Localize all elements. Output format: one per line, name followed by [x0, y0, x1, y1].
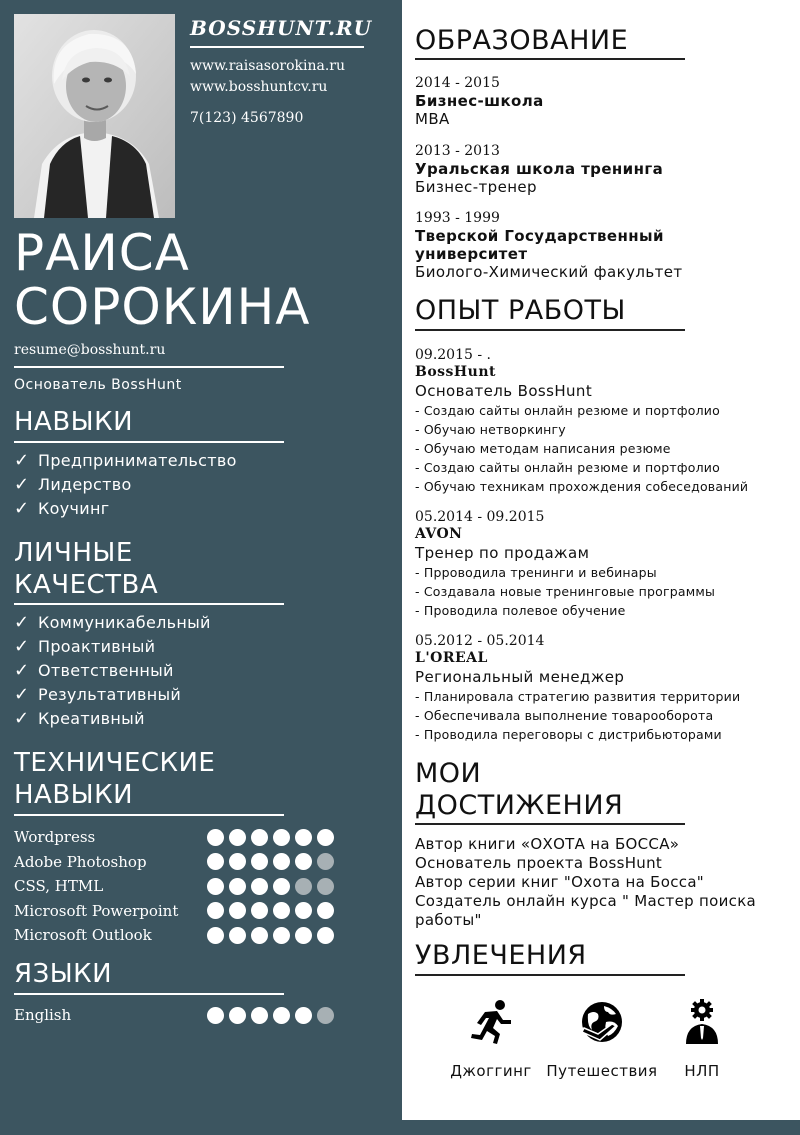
rating-dot-filled: [229, 829, 246, 846]
personal-qualities-list: [14, 611, 211, 731]
rating-dot-filled: [207, 927, 224, 944]
list-item: Автор серии книг "Охота на Босса": [415, 873, 705, 891]
job-position: Тренер по продажам: [415, 544, 590, 562]
website-link[interactable]: www.bosshuntcv.ru: [190, 79, 328, 95]
job-company: L'OREAL: [415, 650, 488, 666]
rating-dot-filled: [229, 927, 246, 944]
section-heading-tech: ТЕХНИЧЕСКИЕ НАВЫКИ: [14, 748, 216, 810]
rating-dot-filled: [317, 902, 334, 919]
first-name: РАИСА: [14, 224, 190, 282]
rating-dots: [207, 902, 334, 919]
brain-gear-icon: [678, 998, 726, 1046]
portrait-image: [14, 14, 175, 218]
list-item: - Обеспечивала выполнение товарооборота: [415, 708, 714, 723]
hobby-label: Джоггинг: [450, 1062, 532, 1080]
job-dates: 05.2014 - 09.2015: [415, 509, 545, 525]
rating-dot-filled: [295, 1007, 312, 1024]
divider: [14, 603, 284, 605]
skill-row: English: [14, 1003, 334, 1028]
rating-dot-filled: [229, 902, 246, 919]
email-link[interactable]: resume@bosshunt.ru: [14, 342, 166, 358]
list-item: - Создавала новые тренинговые программы: [415, 584, 716, 599]
hobby-item: [446, 998, 536, 1080]
list-item: - Создаю сайты онлайн резюме и портфолио: [415, 460, 720, 475]
rating-dot-filled: [295, 853, 312, 870]
hobby-item: [542, 998, 662, 1080]
list-item: - Обучаю методам написания резюме: [415, 441, 671, 456]
education-dates: 2014 - 2015: [415, 75, 500, 91]
bottom-band: [402, 1120, 800, 1135]
rating-dots: [207, 853, 334, 870]
rating-dot-filled: [207, 902, 224, 919]
phone-number: 7(123) 4567890: [190, 110, 304, 126]
checkmark-icon: ✓: [14, 474, 30, 495]
rating-dot-filled: [251, 829, 268, 846]
hobby-item: [672, 998, 732, 1080]
education-dates: 1993 - 1999: [415, 210, 500, 226]
list-item: - Обучаю нетворкингу: [415, 422, 566, 437]
job-duties: [415, 563, 795, 620]
profile-photo: [14, 14, 175, 218]
list-item: Автор книги «ОХОТА на БОССА»: [415, 835, 680, 853]
list-item: ✓ Лидерство: [14, 474, 132, 495]
divider: [415, 329, 685, 331]
rating-dot-filled: [207, 853, 224, 870]
rating-dot-empty: [317, 1007, 334, 1024]
education-item: [415, 143, 795, 196]
list-item: ✓ Ответственный: [14, 660, 174, 681]
job-position: Основатель BossHunt: [415, 382, 593, 400]
job-position: Региональный менеджер: [415, 668, 625, 686]
education-degree: Биолого-Химический факультет: [415, 263, 683, 281]
education-degree: Бизнес-тренер: [415, 178, 537, 196]
job-dates: 09.2015 - .: [415, 347, 491, 363]
rating-dot-filled: [251, 878, 268, 895]
section-heading-personal: ЛИЧНЫЕ КАЧЕСТВА: [14, 538, 159, 600]
checkmark-icon: ✓: [14, 450, 30, 471]
education-item: [415, 75, 795, 128]
job-dates: 05.2012 - 05.2014: [415, 633, 545, 649]
brand-logo[interactable]: BOSSHUNT.RU: [190, 16, 373, 40]
rating-dot-filled: [207, 1007, 224, 1024]
rating-dot-empty: [317, 853, 334, 870]
list-item: Создатель онлайн курса " Мастер поиска работы": [415, 892, 757, 929]
rating-dot-filled: [273, 853, 290, 870]
section-heading-education: ОБРАЗОВАНИЕ: [415, 25, 629, 56]
education-dates: 2013 - 2013: [415, 143, 500, 159]
divider: [14, 814, 284, 816]
rating-dot-filled: [317, 927, 334, 944]
education-institution: Тверской Государственный университет: [415, 227, 664, 263]
skill-row: CSS, HTML: [14, 874, 334, 899]
list-item: ✓ Коммуникабельный: [14, 612, 211, 633]
list-item: ✓ Предпринимательство: [14, 450, 237, 471]
list-item: - Обучаю техникам прохождения собеседований: [415, 479, 749, 494]
list-item: - Создаю сайты онлайн резюме и портфолио: [415, 403, 720, 418]
rating-dot-filled: [273, 902, 290, 919]
list-item: ✓ Проактивный: [14, 636, 156, 657]
skill-row: Microsoft Outlook: [14, 923, 334, 948]
website-link[interactable]: www.raisasorokina.ru: [190, 58, 346, 74]
hobby-label: НЛП: [684, 1062, 720, 1080]
last-name: СОРОКИНА: [14, 278, 311, 336]
rating-dot-filled: [207, 829, 224, 846]
experience-item: [415, 347, 795, 496]
achievements-list: [415, 835, 795, 930]
experience-item: [415, 509, 795, 620]
skills-list: [14, 449, 237, 521]
rating-dot-filled: [295, 902, 312, 919]
divider: [415, 823, 685, 825]
rating-dot-filled: [273, 927, 290, 944]
job-company: BossHunt: [415, 364, 496, 380]
section-heading-hobbies: УВЛЕЧЕНИЯ: [415, 940, 587, 971]
rating-dot-filled: [229, 853, 246, 870]
rating-dots: [207, 829, 334, 846]
section-heading-languages: ЯЗЫКИ: [14, 959, 113, 989]
rating-dot-filled: [273, 829, 290, 846]
rating-dot-empty: [317, 878, 334, 895]
skill-row: Microsoft Powerpoint: [14, 899, 334, 924]
skill-row: Wordpress: [14, 825, 334, 850]
divider: [14, 993, 284, 995]
rating-dot-empty: [295, 878, 312, 895]
rating-dot-filled: [273, 1007, 290, 1024]
divider: [14, 441, 284, 443]
divider: [415, 58, 685, 60]
rating-dot-filled: [251, 853, 268, 870]
job-duties: [415, 687, 795, 744]
rating-dot-filled: [207, 878, 224, 895]
checkmark-icon: ✓: [14, 498, 30, 519]
skill-row: Adobe Photoshop: [14, 850, 334, 875]
hobby-label: Путешествия: [546, 1062, 658, 1080]
education-institution: Уральская школа тренинга: [415, 160, 664, 178]
running-icon: [467, 998, 515, 1046]
current-role: Основатель BossHunt: [14, 377, 182, 393]
tech-skills-list: [14, 825, 334, 948]
list-item: - Проводила полевое обучение: [415, 603, 626, 618]
job-company: AVON: [415, 526, 463, 542]
section-heading-experience: ОПЫТ РАБОТЫ: [415, 295, 626, 326]
globe-icon: [578, 998, 626, 1046]
rating-dot-filled: [295, 829, 312, 846]
education-degree: MBA: [415, 110, 450, 128]
experience-item: [415, 633, 795, 744]
rating-dot-filled: [251, 902, 268, 919]
languages-list: [14, 1003, 334, 1028]
list-item: Основатель проекта BossHunt: [415, 854, 663, 872]
education-institution: Бизнес-школа: [415, 92, 544, 110]
divider: [14, 366, 284, 368]
list-item: - Проводила переговоры с дистрибьюторами: [415, 727, 722, 742]
rating-dot-filled: [229, 878, 246, 895]
section-heading-achievements: МОИ ДОСТИЖЕНИЯ: [415, 758, 624, 821]
full-name: [14, 226, 310, 334]
education-item: [415, 210, 705, 281]
divider: [415, 974, 685, 976]
rating-dot-filled: [317, 829, 334, 846]
list-item: - Планировала стратегию развития территории: [415, 689, 741, 704]
rating-dots: [207, 927, 334, 944]
list-item: ✓ Результативный: [14, 684, 182, 705]
list-item: ✓ Креативный: [14, 708, 145, 729]
rating-dot-filled: [251, 927, 268, 944]
checkmark-icon: ✓: [14, 684, 30, 705]
rating-dots: [207, 878, 334, 895]
job-duties: [415, 401, 795, 496]
divider: [190, 46, 364, 48]
checkmark-icon: ✓: [14, 636, 30, 657]
rating-dot-filled: [273, 878, 290, 895]
hobbies-list: [440, 998, 740, 1093]
section-heading-skills: НАВЫКИ: [14, 407, 134, 437]
list-item: - Прроводила тренинги и вебинары: [415, 565, 657, 580]
checkmark-icon: ✓: [14, 660, 30, 681]
rating-dot-filled: [295, 927, 312, 944]
checkmark-icon: ✓: [14, 708, 30, 729]
list-item: ✓ Коучинг: [14, 498, 110, 519]
rating-dots: [207, 1007, 334, 1024]
checkmark-icon: ✓: [14, 612, 30, 633]
rating-dot-filled: [251, 1007, 268, 1024]
rating-dot-filled: [229, 1007, 246, 1024]
